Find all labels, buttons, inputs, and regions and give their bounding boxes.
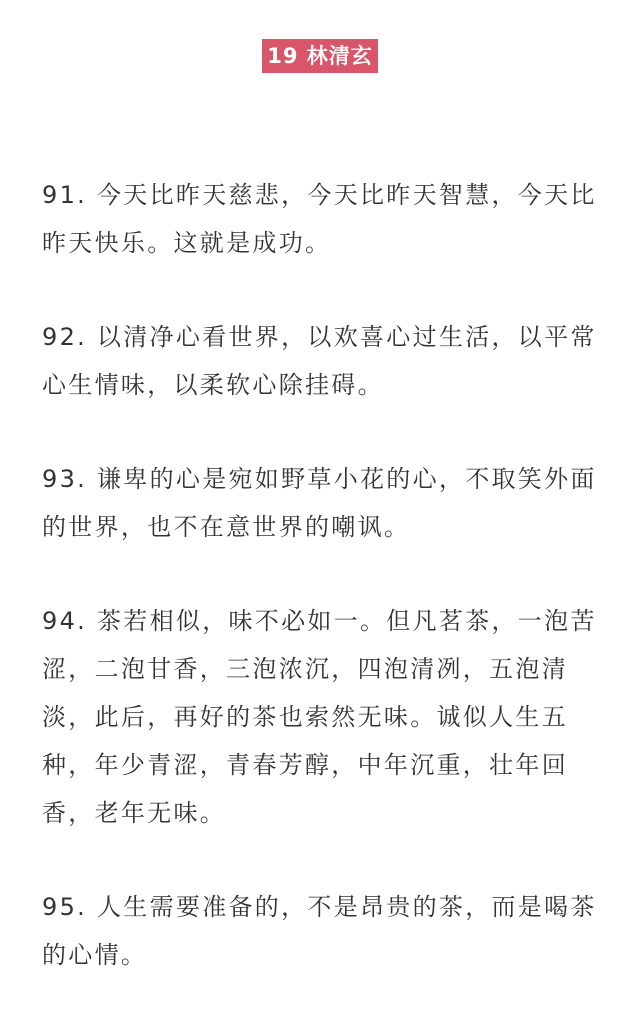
section-title: 19 林清玄 [262,39,378,73]
quote-item-93: 93. 谦卑的心是宛如野草小花的心，不取笑外面的世界，也不在意世界的嘲讽。 [42,465,597,541]
quote-item-91: 91. 今天比昨天慈悲，今天比昨天智慧，今天比昨天快乐。这就是成功。 [42,181,597,257]
quote-item-92: 92. 以清净心看世界，以欢喜心过生活，以平常心生情味，以柔软心除挂碍。 [42,323,597,399]
quote-list [42,171,602,979]
quote-item-95: 95. 人生需要准备的，不是昂贵的茶，而是喝茶的心情。 [42,893,597,969]
header [0,39,640,73]
quote-item-94: 94. 茶若相似，味不必如一。但凡茗茶，一泡苦涩，二泡甘香，三泡浓沉，四泡清冽，五泡清淡，此后，再好的茶也索然无味。诚似人生五种，年少青涩，青春芳醇，中年沉重，壮年回香，老年无味。 [42,607,597,827]
